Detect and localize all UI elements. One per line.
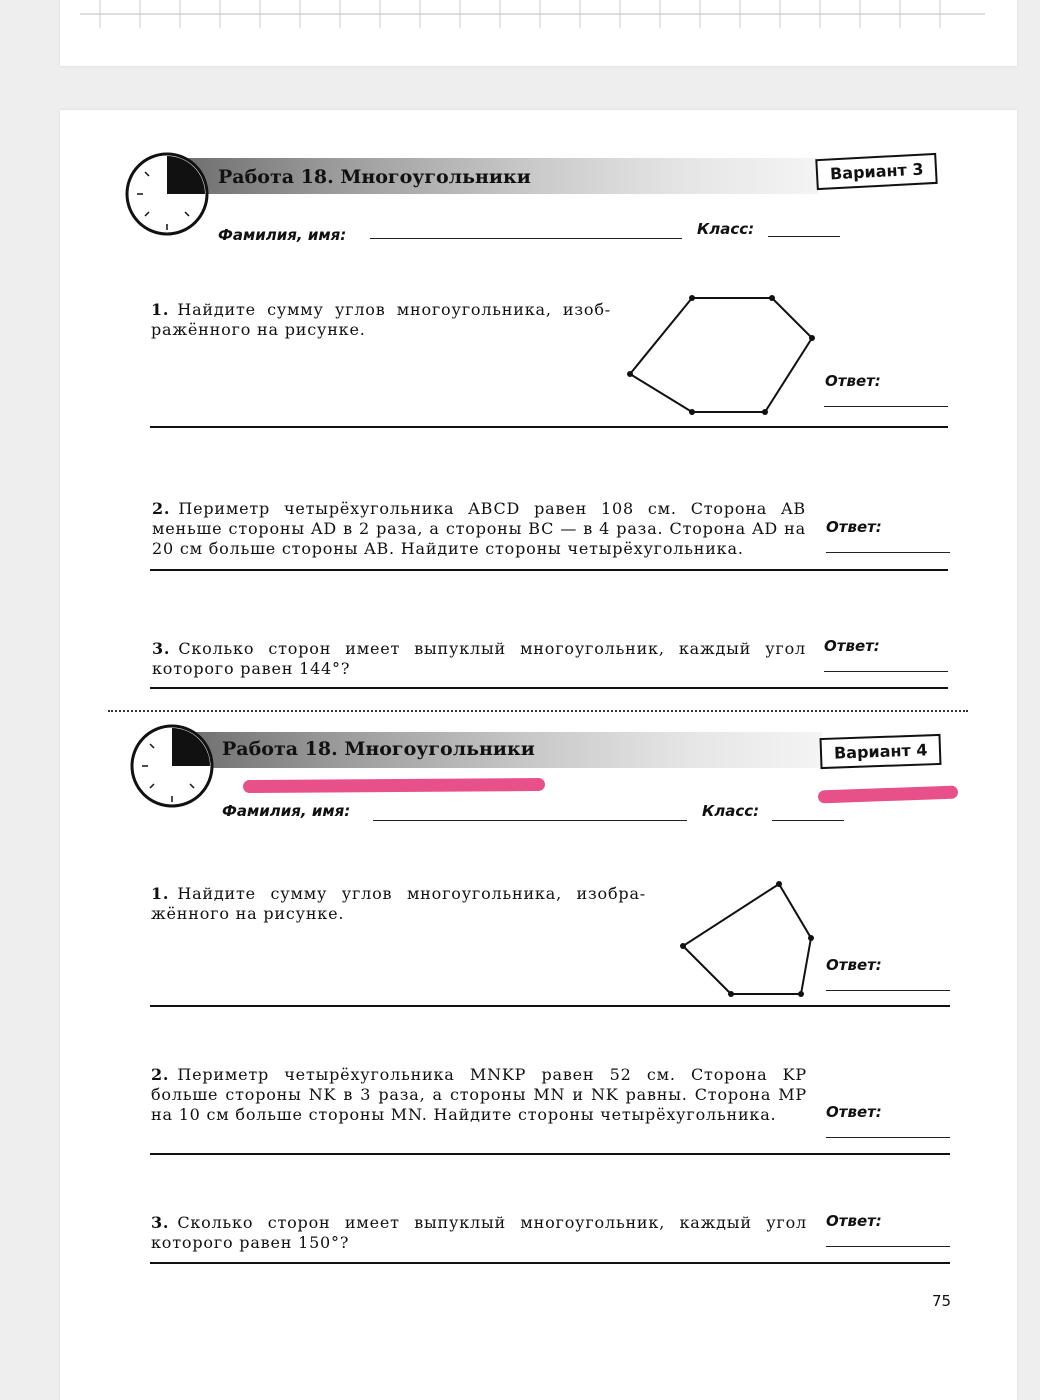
work-title: Работа 18. Многоугольники [222, 738, 535, 760]
answer-field[interactable] [824, 671, 948, 672]
task-text: Сколько сторон имеет выпуклый многоугольник, каждый угол которого равен 144°? [152, 639, 806, 678]
task-divider [150, 687, 948, 689]
task-text: Сколько сторон имеет выпуклый многоугольник, каждый угол которого равен 150°? [151, 1213, 807, 1252]
name-label: Фамилия, имя: [222, 802, 351, 820]
class-field[interactable] [768, 236, 840, 237]
pentagon-figure [675, 878, 825, 1003]
answer-field[interactable] [826, 552, 950, 553]
task-text: Найдите сумму углов многоугольника, изоб-ражённого на рисунке. [151, 300, 611, 339]
answer-label: Ответ: [826, 518, 882, 536]
answer-label: Ответ: [826, 1103, 882, 1121]
answer-field[interactable] [826, 1137, 950, 1138]
task-divider [150, 426, 948, 428]
class-label: Класс: [697, 220, 755, 238]
task-divider [150, 1153, 950, 1155]
task-number: 3. [152, 639, 171, 658]
class-label: Класс: [702, 802, 760, 820]
name-label: Фамилия, имя: [218, 226, 347, 244]
clock-icon [130, 724, 214, 808]
answer-label: Ответ: [826, 956, 882, 974]
name-field[interactable] [373, 820, 687, 821]
answer-field[interactable] [826, 990, 950, 991]
work-title: Работа 18. Многоугольники [218, 166, 531, 188]
variant-label: Вариант 4 [819, 734, 941, 769]
variant-label: Вариант 3 [815, 153, 938, 190]
task-1 [151, 300, 611, 340]
pink-highlight-stroke [243, 778, 545, 793]
task-3 [151, 1213, 807, 1253]
task-divider [150, 569, 948, 571]
class-field[interactable] [772, 820, 844, 821]
task-divider [150, 1262, 950, 1264]
task-number: 1. [151, 300, 170, 319]
cut-line [108, 710, 968, 712]
answer-label: Ответ: [825, 372, 881, 390]
hexagon-figure [620, 290, 820, 420]
task-text: Периметр четырёхугольника MNKP равен 52 см. Сторона KP больше стороны NK в 3 раза, а стороны MN и NK равны. Сторона MP на 10 см больше стороны MN. Найдите стороны четырёхугольника. [151, 1065, 807, 1124]
answer-label: Ответ: [824, 637, 880, 655]
task-2 [151, 1065, 807, 1125]
task-divider [150, 1005, 950, 1007]
answer-field[interactable] [824, 406, 948, 407]
answer-label: Ответ: [826, 1212, 882, 1230]
task-number: 2. [151, 1065, 170, 1084]
page-number: 75 [932, 1292, 952, 1310]
task-number: 2. [152, 499, 171, 518]
grid-strip [80, 0, 985, 30]
name-field[interactable] [370, 238, 682, 239]
clock-icon [125, 152, 209, 236]
task-text: Периметр четырёхугольника ABCD равен 108 см. Сторона AB меньше стороны AD в 2 раза, а стороны BC — в 4 раза. Сторона AD на 20 см больше стороны AB. Найдите стороны четырёхугольника. [152, 499, 806, 558]
task-2 [152, 499, 806, 559]
task-number: 3. [151, 1213, 170, 1232]
task-1 [151, 884, 646, 924]
task-3 [152, 639, 806, 679]
answer-field[interactable] [826, 1246, 950, 1247]
task-number: 1. [151, 884, 170, 903]
task-text: Найдите сумму углов многоугольника, изобра-жённого на рисунке. [151, 884, 646, 923]
